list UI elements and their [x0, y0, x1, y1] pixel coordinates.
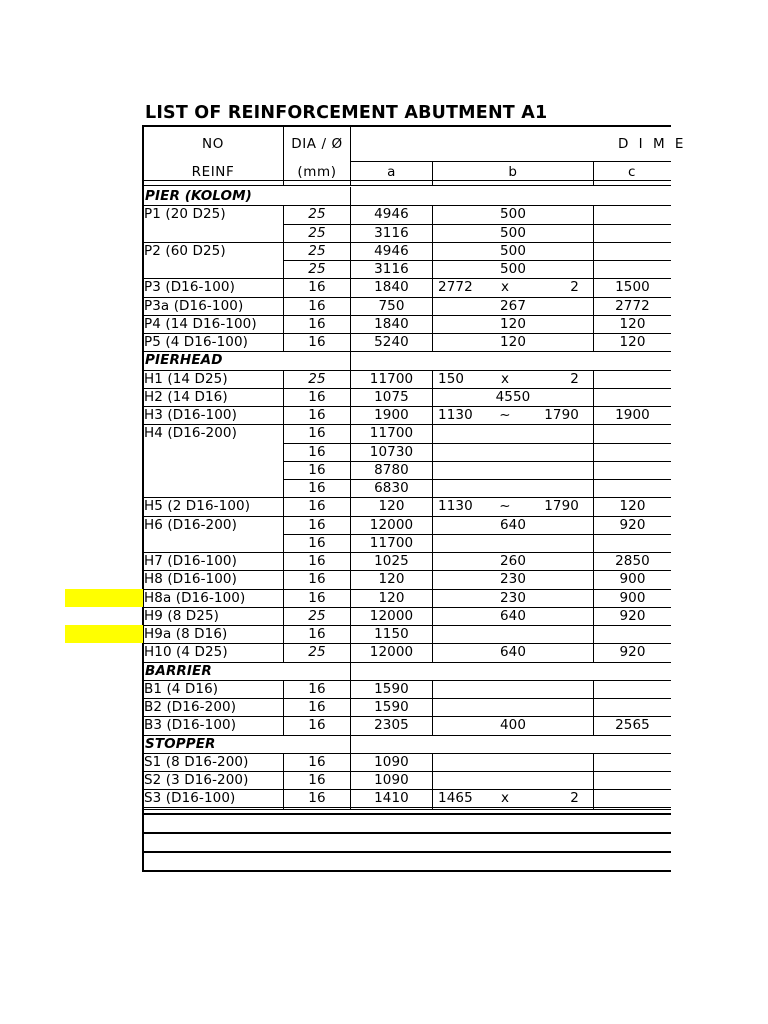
row-vline: [432, 534, 433, 553]
footer-line-3: [144, 832, 671, 834]
row-vline: [283, 753, 284, 772]
row-vline: [432, 242, 433, 261]
row-vline: [350, 625, 351, 644]
row-dia: 16: [308, 717, 326, 734]
row-no: H3 (D16-100): [144, 407, 237, 423]
row-dim-a: 120: [378, 589, 405, 606]
row-no: S2 (3 D16-200): [144, 772, 249, 788]
row-dim-a: 4946: [374, 206, 409, 223]
row-dim-b: 230: [499, 571, 527, 588]
row-dia: 16: [308, 279, 326, 296]
row-vline: [350, 461, 351, 480]
row-line: [144, 809, 671, 810]
row-dia: 16: [308, 461, 326, 478]
row-no: P3 (D16-100): [144, 279, 235, 296]
header-mm: (mm): [297, 164, 337, 180]
row-vline: [350, 187, 351, 206]
row-vline: [432, 297, 433, 316]
row-vline: [593, 278, 594, 297]
row-vline: [350, 242, 351, 261]
header-vline-1: [283, 126, 284, 186]
row-dim-b-end: 2: [570, 279, 579, 296]
row-dim-c: 900: [619, 589, 646, 606]
row-dim-b-start: 2772: [438, 279, 473, 296]
row-vline: [593, 370, 594, 389]
row-vline: [350, 789, 351, 808]
row-vline: [593, 552, 594, 571]
row-dim-a: 3116: [374, 261, 409, 277]
row-vline: [350, 643, 351, 662]
row-dim-a: 120: [378, 571, 405, 588]
row-vline: [283, 607, 284, 626]
row-dia: 25: [308, 607, 326, 624]
row-vline: [283, 260, 284, 279]
header-dimension: D I M E: [618, 136, 687, 152]
row-vline: [432, 716, 433, 735]
row-dim-c: 920: [619, 516, 646, 533]
row-dim-b-op: ~: [499, 407, 511, 423]
row-dim-a: 10730: [369, 443, 414, 460]
row-vline: [593, 643, 594, 662]
highlight-marker: [65, 625, 143, 643]
row-vline: [283, 224, 284, 243]
row-vline: [283, 333, 284, 352]
row-vline: [283, 789, 284, 808]
row-dia: 25: [308, 242, 326, 259]
row-no: H2 (14 D16): [144, 388, 228, 405]
row-vline: [432, 570, 433, 589]
row-vline: [432, 461, 433, 480]
row-vline: [283, 443, 284, 462]
row-dia: 16: [308, 498, 326, 515]
row-no: H1 (14 D25): [144, 370, 228, 387]
row-vline: [350, 516, 351, 535]
row-vline: [432, 278, 433, 297]
row-dia: 16: [308, 753, 326, 770]
row-vline: [432, 680, 433, 699]
row-vline: [593, 589, 594, 608]
row-vline: [593, 716, 594, 735]
row-vline: [283, 716, 284, 735]
row-vline: [593, 315, 594, 334]
row-vline: [283, 497, 284, 516]
row-dim-c: 120: [619, 315, 646, 332]
row-vline: [350, 735, 351, 754]
row-no: S3 (D16-100): [144, 790, 236, 807]
row-vline: [283, 297, 284, 316]
row-vline: [283, 534, 284, 553]
row-dia: 16: [308, 315, 326, 332]
row-dia: 16: [308, 425, 326, 442]
row-dim-b-op: x: [500, 370, 510, 387]
row-vline: [350, 716, 351, 735]
row-vline: [350, 552, 351, 571]
row-no: H8 (D16-100): [144, 571, 237, 588]
section-heading: PIERHEAD: [145, 352, 223, 369]
row-dim-a: 1840: [374, 279, 409, 296]
row-vline: [283, 315, 284, 334]
row-vline: [283, 370, 284, 389]
row-dim-b-start: 1465: [438, 790, 473, 807]
row-vline: [432, 552, 433, 571]
row-dim-a: 1025: [374, 553, 409, 569]
row-no: S1 (8 D16-200): [144, 753, 249, 770]
row-no: H9 (8 D25): [144, 607, 220, 624]
section-heading: PIER (KOLOM): [145, 188, 252, 204]
row-vline: [350, 315, 351, 334]
row-dim-b-start: 150: [438, 370, 465, 387]
row-dim-b-start: 1130: [438, 498, 473, 515]
row-vline: [350, 388, 351, 407]
row-dim-b-op: ~: [499, 498, 511, 515]
row-vline: [593, 406, 594, 425]
row-vline: [432, 789, 433, 808]
row-vline: [283, 771, 284, 790]
row-dim-c: 920: [619, 644, 646, 661]
header-reinf: REINF: [191, 164, 235, 180]
row-no: H4 (D16-200): [144, 425, 237, 442]
row-vline: [283, 278, 284, 297]
row-vline: [593, 260, 594, 279]
row-no: H6 (D16-200): [144, 516, 237, 533]
row-dim-a: 1090: [374, 753, 409, 770]
row-vline: [283, 625, 284, 644]
row-dia: 16: [308, 407, 326, 423]
row-dim-a: 4946: [374, 242, 409, 259]
row-dim-a: 1410: [374, 790, 409, 807]
footer-line-4: [144, 851, 671, 853]
row-vline: [593, 443, 594, 462]
row-vline: [350, 607, 351, 626]
row-vline: [350, 698, 351, 717]
row-dim-a: 1840: [374, 315, 409, 332]
row-dim-b-end: 1790: [544, 407, 579, 423]
row-dim-c: 2565: [615, 717, 650, 734]
row-dim-b: 500: [499, 206, 527, 223]
row-dim-b: 120: [499, 334, 527, 350]
row-dim-a: 1900: [374, 407, 409, 423]
row-dim-b: 500: [499, 261, 527, 277]
row-dim-a: 1150: [374, 626, 409, 642]
row-vline: [283, 643, 284, 662]
row-dim-a: 5240: [374, 334, 409, 350]
row-dim-c: 900: [619, 571, 646, 588]
row-dim-c: 1500: [615, 279, 650, 296]
row-dim-b: 640: [499, 516, 527, 533]
row-dim-b-op: x: [500, 790, 510, 807]
row-dim-c: 920: [619, 607, 646, 624]
row-dim-b: 4550: [495, 388, 531, 405]
row-vline: [593, 479, 594, 498]
row-vline: [283, 479, 284, 498]
row-vline: [350, 589, 351, 608]
row-dia: 16: [308, 534, 326, 551]
row-dia: 16: [308, 553, 326, 569]
section-heading: STOPPER: [145, 735, 216, 752]
row-dia: 25: [308, 224, 326, 241]
row-vline: [350, 479, 351, 498]
row-dim-a: 1590: [374, 699, 409, 715]
row-no: B2 (D16-200): [144, 699, 237, 715]
row-vline: [593, 497, 594, 516]
row-vline: [432, 607, 433, 626]
row-vline: [432, 625, 433, 644]
row-vline: [432, 424, 433, 443]
row-vline: [593, 516, 594, 535]
row-dim-a: 11700: [369, 534, 414, 551]
row-vline: [350, 224, 351, 243]
row-vline: [350, 753, 351, 772]
row-vline: [350, 570, 351, 589]
row-dim-a: 120: [378, 498, 405, 515]
row-vline: [350, 534, 351, 553]
row-dia: 16: [308, 772, 326, 788]
row-dim-b: 400: [499, 717, 527, 734]
row-vline: [283, 388, 284, 407]
row-vline: [350, 662, 351, 681]
row-dim-b: 640: [499, 607, 527, 624]
row-vline: [432, 205, 433, 224]
row-dia: 25: [308, 206, 326, 223]
row-no: H7 (D16-100): [144, 553, 237, 569]
row-dim-c: 120: [619, 498, 646, 515]
row-no: B1 (4 D16): [144, 680, 219, 697]
row-dim-a: 6830: [374, 480, 409, 496]
row-vline: [432, 643, 433, 662]
row-vline: [283, 406, 284, 425]
row-vline: [350, 205, 351, 224]
row-vline: [432, 224, 433, 243]
row-dim-c: 1900: [615, 407, 650, 423]
row-no: B3 (D16-100): [144, 717, 237, 734]
row-vline: [593, 224, 594, 243]
row-dia: 16: [308, 699, 326, 715]
row-dim-a: 1090: [374, 772, 409, 788]
row-dim-b: 260: [499, 553, 527, 569]
row-vline: [432, 589, 433, 608]
highlight-marker: [65, 589, 143, 607]
row-no: H10 (4 D25): [144, 644, 228, 661]
row-vline: [593, 680, 594, 699]
row-vline: [432, 698, 433, 717]
row-vline: [593, 205, 594, 224]
row-vline: [593, 625, 594, 644]
header-no: NO: [202, 136, 224, 152]
row-vline: [350, 680, 351, 699]
row-dim-a: 12000: [369, 516, 414, 533]
header-col-b: b: [508, 164, 518, 180]
row-dia: 16: [308, 443, 326, 460]
row-dim-b: 267: [499, 297, 527, 314]
row-vline: [350, 278, 351, 297]
header-divider: [350, 161, 671, 162]
row-vline: [593, 333, 594, 352]
row-vline: [350, 260, 351, 279]
row-vline: [283, 242, 284, 261]
footer-line-2: [144, 813, 671, 815]
row-vline: [283, 424, 284, 443]
header-vline-3: [432, 161, 433, 186]
row-vline: [350, 443, 351, 462]
row-line: [144, 351, 671, 352]
row-vline: [432, 260, 433, 279]
row-dia: 16: [308, 680, 326, 697]
row-dim-b: 500: [499, 242, 527, 259]
row-vline: [350, 333, 351, 352]
header-col-c: c: [627, 164, 637, 180]
row-vline: [432, 771, 433, 790]
row-vline: [432, 516, 433, 535]
row-line: [144, 735, 671, 736]
row-no: P1 (20 D25): [144, 206, 226, 223]
row-dia: 16: [308, 790, 326, 807]
row-dim-b-end: 1790: [544, 498, 579, 515]
row-vline: [593, 242, 594, 261]
row-dia: 16: [308, 334, 326, 350]
row-dia: 16: [308, 388, 326, 405]
row-dim-a: 2305: [374, 717, 409, 734]
row-vline: [283, 570, 284, 589]
row-dim-b-end: 2: [570, 790, 579, 807]
row-dim-c: 2850: [615, 553, 650, 569]
row-dim-a: 3116: [374, 224, 409, 241]
header-bottom-line-2: [144, 185, 671, 186]
row-vline: [593, 570, 594, 589]
row-dim-b: 120: [499, 315, 527, 332]
row-dia: 25: [308, 370, 326, 387]
row-vline: [283, 205, 284, 224]
row-vline: [350, 424, 351, 443]
row-vline: [350, 406, 351, 425]
row-dim-b: 640: [499, 644, 527, 661]
row-no: H5 (2 D16-100): [144, 498, 251, 515]
row-dim-b-op: x: [500, 279, 510, 296]
row-no: H8a (D16-100): [144, 589, 246, 606]
row-no: P3a (D16-100): [144, 297, 244, 314]
header-dia: DIA / Ø: [291, 136, 343, 152]
row-dim-c: 2772: [615, 297, 650, 314]
row-vline: [350, 771, 351, 790]
row-vline: [283, 461, 284, 480]
row-dia: 16: [308, 297, 326, 314]
row-dia: 16: [308, 571, 326, 588]
row-vline: [593, 388, 594, 407]
row-vline: [593, 534, 594, 553]
header-vline-2: [350, 126, 351, 186]
row-vline: [432, 333, 433, 352]
row-vline: [283, 552, 284, 571]
row-vline: [593, 607, 594, 626]
row-dim-a: 1590: [374, 680, 409, 697]
row-line: [144, 662, 671, 663]
header-bottom-line: [144, 180, 671, 181]
row-dim-a: 12000: [369, 607, 414, 624]
row-vline: [593, 789, 594, 808]
row-vline: [283, 680, 284, 699]
row-vline: [350, 497, 351, 516]
row-dim-b-start: 1130: [438, 407, 473, 423]
row-vline: [432, 370, 433, 389]
row-vline: [432, 315, 433, 334]
row-vline: [432, 497, 433, 516]
row-vline: [593, 461, 594, 480]
row-dim-b: 500: [499, 224, 527, 241]
row-vline: [283, 698, 284, 717]
row-vline: [432, 388, 433, 407]
row-dim-a: 750: [378, 297, 405, 314]
row-dim-a: 11700: [369, 425, 414, 442]
section-heading: BARRIER: [145, 662, 212, 679]
row-vline: [593, 297, 594, 316]
row-no: P5 (4 D16-100): [144, 334, 249, 350]
row-dia: 25: [308, 261, 326, 277]
row-dim-c: 120: [619, 334, 646, 350]
row-vline: [593, 424, 594, 443]
row-dim-b-end: 2: [570, 370, 579, 387]
row-dim-a: 12000: [369, 644, 414, 661]
row-vline: [593, 753, 594, 772]
row-vline: [350, 297, 351, 316]
row-dia: 16: [308, 589, 326, 606]
row-dia: 16: [308, 626, 326, 642]
row-vline: [432, 443, 433, 462]
row-dia: 25: [308, 644, 326, 661]
row-dia: 16: [308, 480, 326, 496]
page-title: LIST OF REINFORCEMENT ABUTMENT A1: [145, 103, 548, 123]
row-no: H9a (8 D16): [144, 626, 228, 642]
header-vline-4: [593, 161, 594, 186]
row-vline: [283, 589, 284, 608]
row-vline: [283, 516, 284, 535]
row-vline: [432, 479, 433, 498]
header-col-a: a: [387, 164, 396, 180]
row-vline: [350, 351, 351, 370]
row-no: P2 (60 D25): [144, 242, 226, 259]
row-no: P4 (14 D16-100): [144, 315, 257, 332]
row-vline: [593, 771, 594, 790]
row-dim-a: 8780: [374, 461, 409, 478]
row-dim-a: 1075: [374, 388, 409, 405]
row-dia: 16: [308, 516, 326, 533]
row-dim-b: 230: [499, 589, 527, 606]
row-dim-a: 11700: [369, 370, 414, 387]
row-vline: [350, 370, 351, 389]
row-vline: [432, 406, 433, 425]
row-vline: [432, 753, 433, 772]
row-vline: [593, 698, 594, 717]
